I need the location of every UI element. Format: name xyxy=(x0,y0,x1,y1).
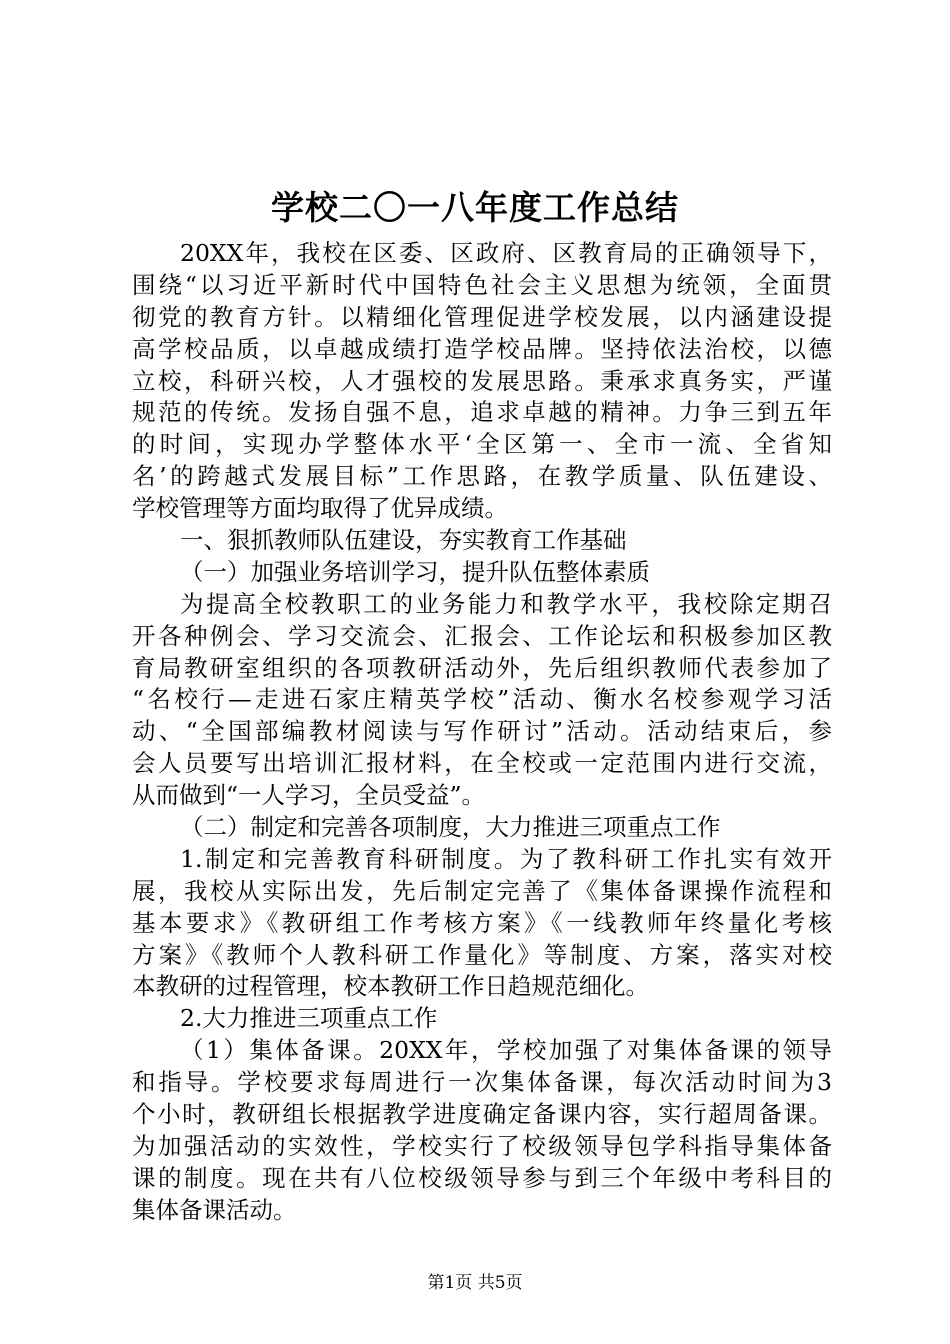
paragraph-training xyxy=(132,589,832,812)
paragraph-lesson-prep xyxy=(132,1035,832,1226)
document-body xyxy=(132,238,832,1227)
paragraph-system xyxy=(132,844,832,1003)
text-line: 的时间，实现办学整体水平‘全区第一、全市一流、全省知 xyxy=(132,430,832,459)
text-line: （1）集体备课。20XX年，学校加强了对集体备课的领导 xyxy=(180,1036,832,1065)
text-line: 高学校品质，以卓越成绩打造学校品牌。坚持依法治校，以德 xyxy=(132,334,832,363)
text-line: 育局教研室组织的各项教研活动外，先后组织教师代表参加了 xyxy=(132,653,832,682)
text-line: 1.制定和完善教育科研制度。为了教科研工作扎实有效开 xyxy=(180,844,832,873)
text-line: 围绕“以习近平新时代中国特色社会主义思想为统领，全面贯 xyxy=(132,270,832,299)
text-line: 为提高全校教职工的业务能力和教学水平，我校除定期召 xyxy=(180,589,832,618)
text-line: 彻党的教育方针。以精细化管理促进学校发展，以内涵建设提 xyxy=(132,302,832,331)
text-line: 规范的传统。发扬自强不息，追求卓越的精神。力争三到五年 xyxy=(132,398,832,427)
text-line: 基本要求》《教研组工作考核方案》《一线教师年终量化考核 xyxy=(132,908,832,937)
paragraph-intro xyxy=(132,238,832,525)
text-line: 动、“全国部编教材阅读与写作研讨”活动。活动结束后，参 xyxy=(132,717,832,746)
text-line: 本教研的过程管理，校本教研工作日趋规范细化。 xyxy=(132,972,649,1001)
page-title: 学校二〇一八年度工作总结 xyxy=(271,188,679,227)
text-line: 20XX年，我校在区委、区政府、区教育局的正确领导下， xyxy=(180,239,832,267)
subsection-heading-2: 2.大力推进三项重点工作 xyxy=(180,1004,438,1033)
text-line: 从而做到“一人学习，全员受益”。 xyxy=(132,781,486,810)
text-line: 开各种例会、学习交流会、汇报会、工作论坛和积极参加区教 xyxy=(132,621,832,650)
text-line: 立校，科研兴校，人才强校的发展思路。秉承求真务实，严谨 xyxy=(132,366,832,395)
text-line: 展，我校从实际出发，先后制定完善了《集体备课操作流程和 xyxy=(132,876,832,905)
text-line: 为加强活动的实效性，学校实行了校级领导包学科指导集体备 xyxy=(132,1131,832,1160)
text-line: 和指导。学校要求每周进行一次集体备课，每次活动时间为3 xyxy=(132,1068,832,1097)
text-line: 集体备课活动。 xyxy=(132,1195,297,1224)
text-line: 课的制度。现在共有八位校级领导参与到三个年级中考科目的 xyxy=(132,1163,832,1192)
page-footer: 第1页 共5页 xyxy=(427,1273,523,1293)
text-line: 个小时，教研组长根据教学进度确定备课内容，实行超周备课。 xyxy=(132,1100,832,1129)
text-line: 会人员要写出培训汇报材料，在全校或一定范围内进行交流， xyxy=(132,749,832,778)
section-heading-1-2: （二）制定和完善各项制度，大力推进三项重点工作 xyxy=(180,813,721,842)
text-line: 名’的跨越式发展目标”工作思路，在教学质量、队伍建设、 xyxy=(132,462,832,491)
section-heading-1-1: （一）加强业务培训学习，提升队伍整体素质 xyxy=(180,557,650,586)
text-line: 方案》《教师个人教科研工作量化》等制度、方案，落实对校 xyxy=(132,940,832,969)
text-line: “名校行—走进石家庄精英学校”活动、衡水名校参观学习活 xyxy=(132,685,832,714)
text-line: 学校管理等方面均取得了优异成绩。 xyxy=(132,494,508,523)
section-heading-1: 一、狠抓教师队伍建设，夯实教育工作基础 xyxy=(180,526,627,555)
